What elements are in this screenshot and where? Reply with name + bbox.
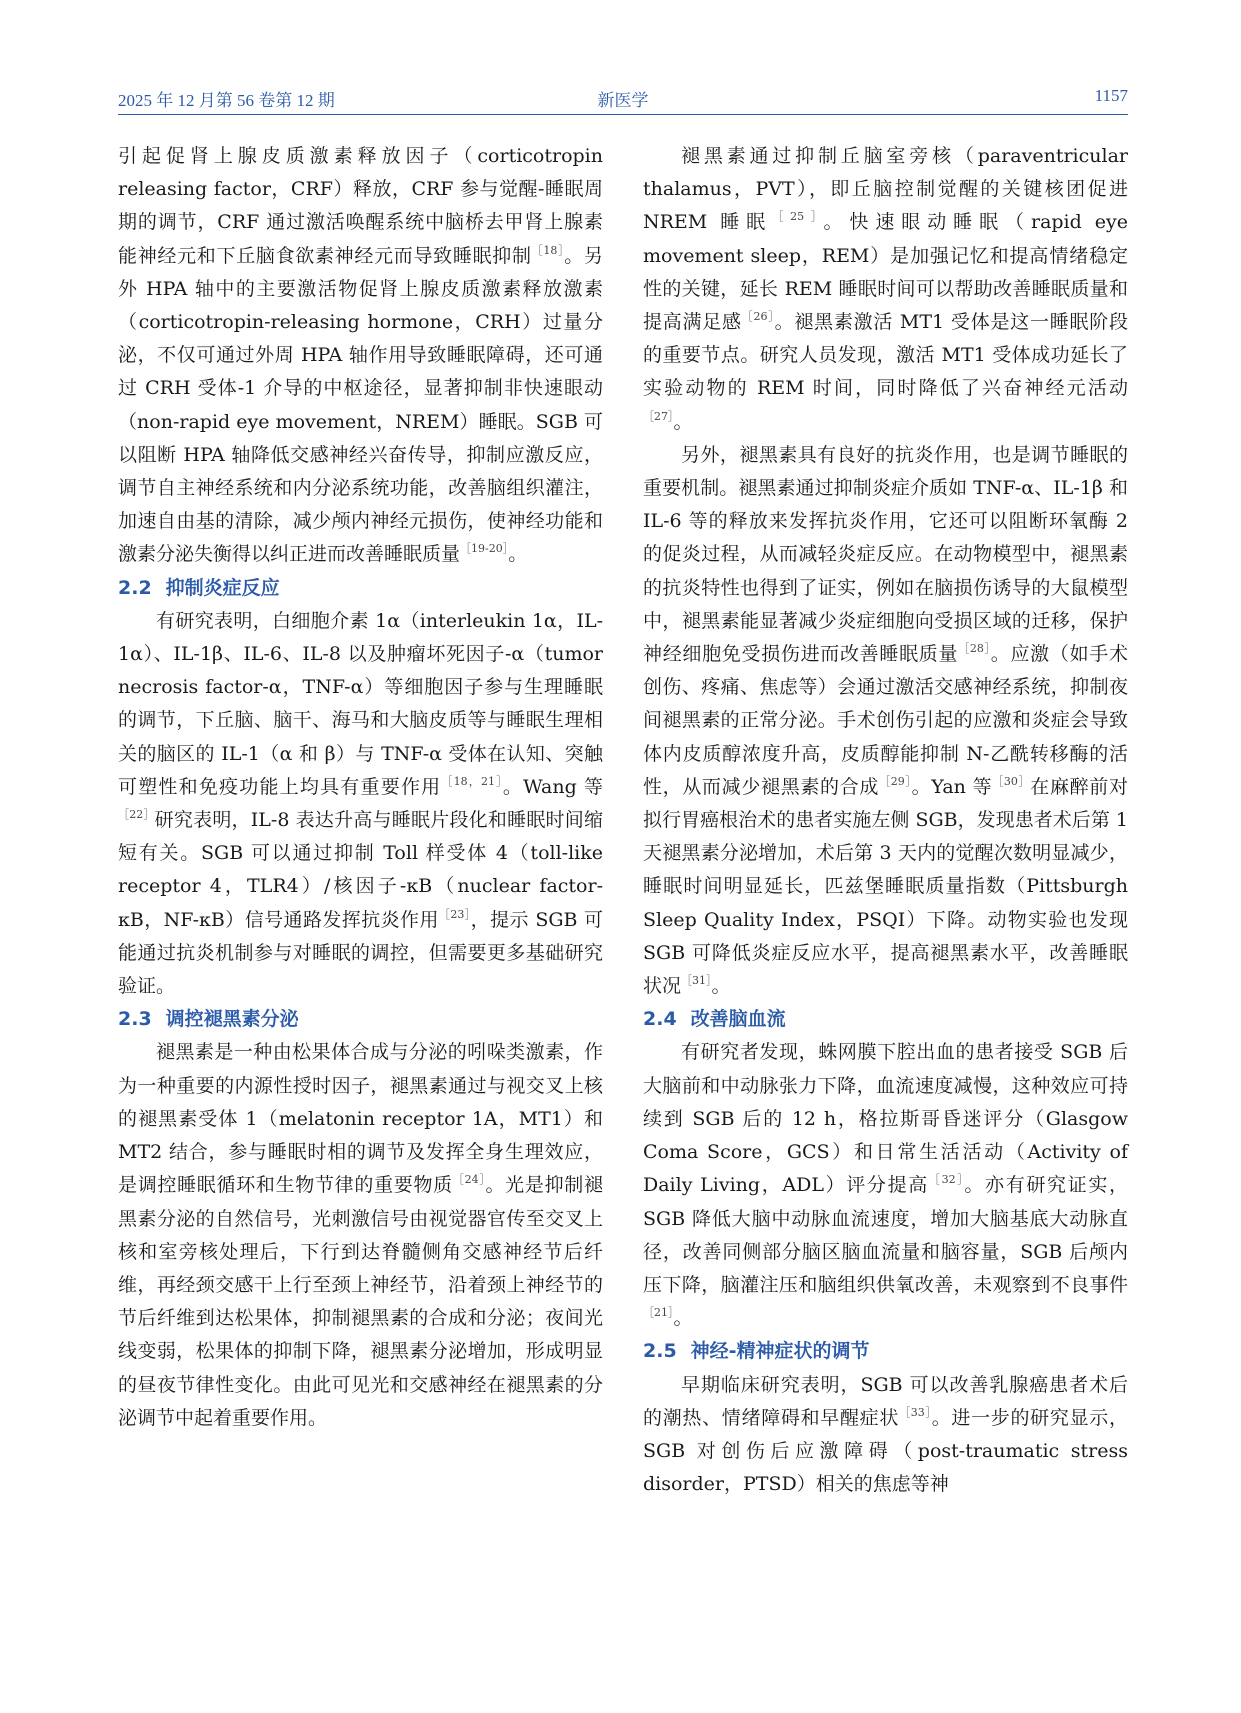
text-run: 褪黑素通过抑制丘脑室旁核（paraventricular thalamus，PVT），即丘脑控制觉醒的关键核团促进 NREM 睡眠 xyxy=(643,145,1128,234)
text-run: 在麻醉前对拟行胃癌根治术的患者实施左侧 SGB，发现患者术后第 1 天褪黑素分泌增加，术后第 3 天内的觉醒次数明显减少，睡眠时间明显延长，匹兹堡睡眠质量指数（Pittsburgh Sleep Quality Index，PSQI）下降。动物实验也发现 SGB 可降低炎症反应水平，提高褪黑素水平，改善睡眠状况 xyxy=(643,775,1128,998)
text-run: 另外，褪黑素具有良好的抗炎作用，也是调节睡眠的重要机制。褪黑素通过抑制炎症介质如 TNF-α、IL-1β 和 IL-6 等的释放来发挥抗炎作用，它还可以阻断环氧酶 2 的促炎过程，从而减轻炎症反应。在动物模型中，褪黑素的抗炎特性也得到了证实，例如在脑损伤诱导的大鼠模型中，褪黑素能显著减少炎症细胞向受损区域的迁移，保护神经细胞免受损伤进而改善睡眠质量 xyxy=(643,443,1128,666)
citation: ［31］ xyxy=(681,974,712,988)
right-column xyxy=(643,140,1128,1501)
running-header xyxy=(118,86,1128,116)
section-title: 调控褪黑素分泌 xyxy=(165,1008,299,1031)
citation: ［22］ xyxy=(118,808,155,822)
section-heading xyxy=(643,1335,1128,1368)
citation: ［21］ xyxy=(643,1306,674,1320)
text-run: 。亦有研究证实，SGB 降低大脑中动脉血流速度，增加大脑基底大动脉直径，改善同侧部分脑区脑血流量和脑容量，SGB 后颅内压下降，脑灌注压和脑组织供氧改善，未观察到不良事件 xyxy=(643,1174,1129,1296)
page-number: 1157 xyxy=(1094,86,1128,105)
citation: ［32］ xyxy=(928,1173,965,1187)
citation: ［33］ xyxy=(899,1405,932,1419)
journal-title: 新医学 xyxy=(597,91,649,110)
citation: ［18，21］ xyxy=(441,774,503,788)
citation: ［26］ xyxy=(741,310,775,324)
text-run: 。光是抑制褪黑素分泌的自然信号，光刺激信号由视觉器官传至交叉上核和室旁核处理后，下行到达脊髓侧角交感神经节后纤维，再经颈交感干上行至颈上神经节，沿着颈上神经节的节后纤维到达松果体，抑制褪黑素的合成和分泌；夜间光线变弱，松果体的抑制下降，褪黑素分泌增加，形成明显的昼夜节律性变化。由此可见光和交感神经在褪黑素的分泌调节中起着重要作用。 xyxy=(118,1174,603,1429)
text-run: 研究表明，IL-8 表达升高与睡眠片段化和睡眠时间缩短有关。SGB 可以通过抑制 Toll 样受体 4（toll-like receptor 4，TLR4）/核因子-κB（nuclear factor-κB，NF-κB）信号通路发挥抗炎作用 xyxy=(118,809,604,931)
text-run: 。快速眼动睡眠（rapid eye movement sleep，REM）是加强记忆和提高情绪稳定性的关键，延长 REM 睡眠时间可以帮助改善睡眠质量和提高满足感 xyxy=(643,211,1129,334)
citation: ［24］ xyxy=(452,1173,486,1187)
text-run: 。 xyxy=(673,1307,693,1330)
citation: ［28］ xyxy=(958,642,991,656)
left-column xyxy=(118,140,603,1435)
paragraph xyxy=(643,1369,1128,1502)
citation: ［23］ xyxy=(438,907,471,921)
section-heading xyxy=(643,1003,1128,1036)
text-run: 。褪黑素激活 MT1 受体是这一睡眠阶段的重要节点。研究人员发现，激活 MT1 受体成功延长了实验动物的 REM 时间，同时降低了兴奋神经元活动 xyxy=(643,311,1128,400)
text-run: 有研究表明，白细胞介素 1α（interleukin 1α，IL-1α）、IL-1β、IL-6、IL-8 以及肿瘤坏死因子-α（tumor necrosis factor-α，TNF-α）等细胞因子参与生理睡眠的调节，下丘脑、脑干、海马和大脑皮质等与睡眠生理相关的脑区的 IL-1（α 和 β）与 TNF-α 受体在认知、突触可塑性和免疫功能上均具有重要作用 xyxy=(118,609,603,798)
text-run: 。进一步的研究显示，SGB 对创伤后应激障碍（post-traumatic stress disorder，PTSD）相关的焦虑等神 xyxy=(643,1406,1128,1496)
citation: ［19-20］ xyxy=(460,542,509,556)
section-title: 神经-精神症状的调节 xyxy=(690,1340,870,1363)
paragraph xyxy=(643,140,1128,439)
section-heading xyxy=(118,1003,603,1036)
citation: ［25］ xyxy=(772,210,824,224)
text-run: 褪黑素是一种由松果体合成与分泌的吲哚类激素，作为一种重要的内源性授时因子，褪黑素通过与视交叉上核的褪黑素受体 1（melatonin receptor 1A，MT1）和 MT2 结合，参与睡眠时相的调节及发挥全身生理效应，是调控睡眠循环和生物节律的重要物质 xyxy=(118,1041,603,1197)
paragraph xyxy=(118,140,603,572)
section-number: 2.4 xyxy=(643,1008,677,1031)
text-run: 早期临床研究表明，SGB 可以改善乳腺癌患者术后的潮热、情绪障碍和早醒症状 xyxy=(643,1373,1128,1429)
section-number: 2.3 xyxy=(118,1008,152,1031)
citation: ［29］ xyxy=(879,774,912,788)
citation: ［27］ xyxy=(643,409,674,423)
text-run: 引起促肾上腺皮质激素释放因子（corticotropin releasing factor，CRF）释放，CRF 参与觉醒-睡眠周期的调节，CRF 通过激活唤醒系统中脑桥去甲肾上腺素能神经元和下丘脑食欲素神经元而导致睡眠抑制 xyxy=(118,145,603,267)
text-run: 。Wang 等 xyxy=(502,775,603,798)
text-run: ，提示 SGB 可能通过抗炎机制参与对睡眠的调控，但需要更多基础研究验证。 xyxy=(118,908,603,998)
text-run: 。 xyxy=(673,410,693,433)
paragraph xyxy=(118,605,603,1003)
section-heading xyxy=(118,572,603,605)
journal-issue: 2025 年 12 月第 56 卷第 12 期 xyxy=(118,91,335,110)
text-run: 。Yan 等 xyxy=(911,775,993,798)
section-title: 改善脑血流 xyxy=(690,1008,786,1031)
citation: ［30］ xyxy=(992,774,1031,788)
text-run: 。另外 HPA 轴中的主要激活物促肾上腺皮质激素释放激素（corticotropin-releasing hormone，CRH）过量分泌，不仅可通过外周 HPA 轴作用导致睡眠障碍，还可通过 CRH 受体-1 介导的中枢途径，显著抑制非快速眼动（non-rapid eye movement，NREM）睡眠。SGB 可以阻断 HPA 轴降低交感神经兴奋传导，抑制应激反应，调节自主神经系统和内分泌系统功能，改善脑组织灌注，加速自由基的清除，减少颅内神经元损伤，使神经功能和激素分泌失衡得以纠正进而改善睡眠质量 xyxy=(118,244,603,566)
section-number: 2.2 xyxy=(118,576,152,599)
paragraph xyxy=(118,1036,603,1434)
citation: ［18］ xyxy=(531,243,565,257)
paragraph xyxy=(643,439,1128,1003)
text-run: 。 xyxy=(508,543,528,566)
section-number: 2.5 xyxy=(643,1340,677,1363)
text-run: 有研究者发现，蛛网膜下腔出血的患者接受 SGB 后大脑前和中动脉张力下降，血流速度减慢，这种效应可持续到 SGB 后的 12 h，格拉斯哥昏迷评分（Glasgow Coma Score，GCS）和日常生活活动（Activity of Daily Living，ADL）评分提高 xyxy=(643,1041,1128,1197)
section-title: 抑制炎症反应 xyxy=(165,576,280,599)
text-run: 。 xyxy=(711,975,731,998)
paragraph xyxy=(643,1036,1128,1335)
header-rule xyxy=(118,114,1128,115)
text-run: 。应激（如手术创伤、疼痛、焦虑等）会通过激活交感神经系统，抑制夜间褪黑素的正常分泌。手术创伤引起的应激和炎症会导致体内皮质醇浓度升高，皮质醇能抑制 N-乙酰转移酶的活性，从而减少褪黑素的合成 xyxy=(643,643,1128,798)
